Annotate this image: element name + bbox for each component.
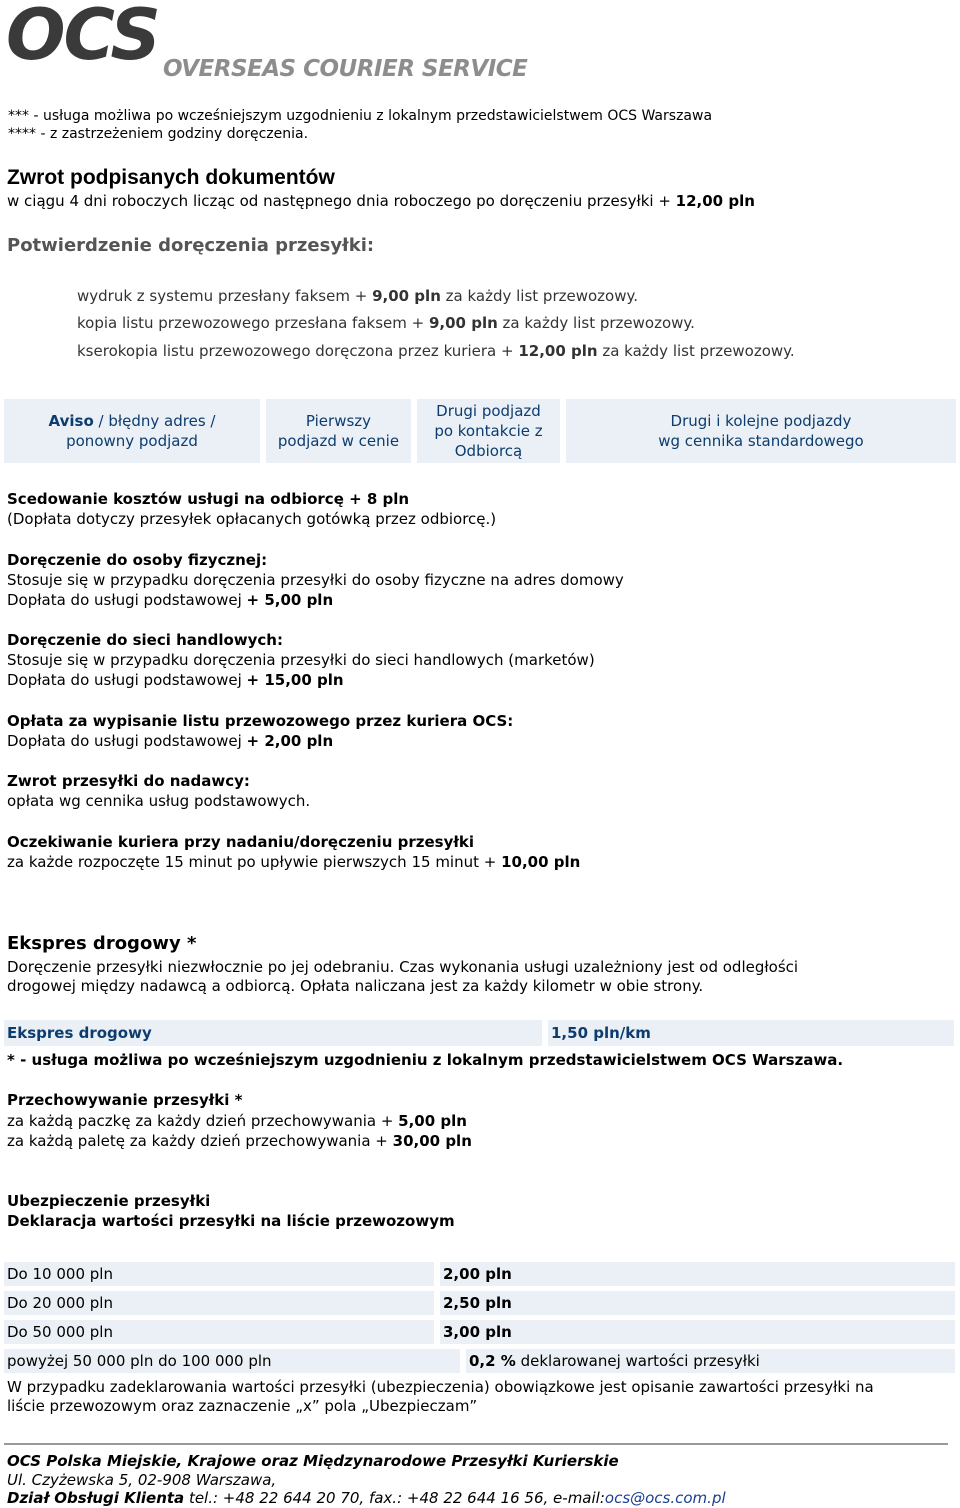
footer-phone-fax: tel.: +48 22 644 20 70, fax.: +48 22 644 16 56, e-mail: [184,1489,605,1507]
waybill-fee-value: + 2,00 pln [246,732,334,750]
person-text: Stosuje się w przypadku doręczenia przesyłki do osoby fizyczne na adres domowy [7,571,624,589]
storage-line-pallet [7,1131,472,1151]
storage-title: Przechowywanie przesyłki * [7,1091,243,1109]
person-fee-label: Dopłata do usługi podstawowej [7,591,247,609]
return-docs-text [7,191,755,211]
storage-pallet-text: za każdą paletę za każdy dzień przechowywania + [7,1132,393,1150]
footer-dept: Dział Obsługi Klienta [7,1489,185,1507]
insurance-title: Ubezpieczenie przesyłki [7,1192,211,1210]
first-visit-line1: Pierwszy [305,412,372,430]
express-row-price: 1,50 pln/km [551,1024,651,1042]
footer-address: Ul. Czyżewska 5, 02-908 Warszawa, [7,1471,277,1489]
return-title: Zwrot przesyłki do nadawcy: [7,772,250,790]
confirmation-item [77,313,695,333]
footer-company: OCS Polska Miejskie, Krajowe oraz Międzynarodowe Przesyłki Kurierskie [7,1452,619,1470]
aviso-cell [4,399,260,463]
confirmation-item-price: 9,00 pln [428,314,498,332]
confirmation-item-price: 12,00 pln [518,342,598,360]
cession-title: Scedowanie kosztów usługi na odbiorcę + 8 pln [7,490,410,508]
second-visit-line1: Drugi podjazd [436,402,541,420]
insurance-note-1: W przypadku zadeklarowania wartości przesyłki (ubezpieczenia) obowiązkowe jest opisanie zawartości przesyłki na [7,1378,874,1396]
express-text-1: Doręczenie przesyłki niezwłocznie po jej odebraniu. Czas wykonania usługi uzależniony jest od odległości [7,958,799,976]
insurance-row-label: powyżej 50 000 pln do 100 000 pln [7,1352,272,1370]
confirmation-item [77,286,638,306]
express-text-2: drogowej między nadawcą a odbiorcą. Opłata naliczana jest za każdy kilometr w obie strony. [7,977,704,995]
person-fee-value: + 5,00 pln [246,591,334,609]
next-visits-cell [566,399,956,463]
insurance-row-bg [440,1262,955,1286]
insurance-percent-value: 0,2 % [469,1352,516,1370]
insurance-row-percent [469,1351,760,1371]
retail-fee [7,670,344,690]
express-title: Ekspres drogowy * [7,933,197,954]
insurance-percent-text: deklarowanej wartości przesyłki [515,1352,760,1370]
wait-fee: 10,00 pln [501,853,581,871]
storage-pallet-price: 30,00 pln [392,1132,472,1150]
note-triple-star: *** - usługa możliwa po wcześniejszym uzgodnieniu z lokalnym przedstawicielstwem OCS Warszawa [8,108,713,124]
confirmation-item-text: wydruk z systemu przesłany faksem + [77,287,373,305]
next-visits-line1: Drugi i kolejne podjazdy [670,412,852,430]
insurance-row-price: 2,50 pln [443,1294,512,1312]
footer-contact [7,1488,726,1508]
insurance-note-2: liście przewozowym oraz zaznaczenie „x” pola „Ubezpieczam” [7,1397,478,1415]
declaration-title: Deklaracja wartości przesyłki na liście przewozowym [7,1212,455,1230]
ocs-logo: OCS [6,0,159,76]
storage-parcel-price: 5,00 pln [398,1112,467,1130]
confirmation-item-suffix: za każdy list przewozowy. [497,314,695,332]
aviso-label: Aviso [48,412,94,430]
confirmation-item-text: kserokopia listu przewozowego doręczona przez kuriera + [77,342,519,360]
insurance-row-label: Do 50 000 pln [7,1323,113,1341]
express-row-label: Ekspres drogowy [7,1024,152,1042]
aviso-wrong-address: / błędny adres / [93,412,216,430]
logo-subtitle: OVERSEAS COURIER SERVICE [163,56,528,82]
return-docs-desc: w ciągu 4 dni roboczych licząc od następnego dnia roboczego po doręczeniu przesyłki + [7,192,676,210]
express-note: * - usługa możliwa po wcześniejszym uzgodnieniu z lokalnym przedstawicielstwem OCS Warszawa. [7,1051,844,1069]
note-quad-star: **** - z zastrzeżeniem godziny doręczenia. [8,126,309,142]
wait-desc: za każde rozpoczęte 15 minut po upływie pierwszych 15 minut + [7,853,502,871]
return-docs-price: 12,00 pln [675,192,755,210]
confirmation-title: Potwierdzenie doręczenia przesyłki: [7,235,375,256]
wait-text [7,852,580,872]
second-visit-cell [417,399,560,463]
return-text: opłata wg cennika usług podstawowych. [7,792,311,810]
confirmation-item-text: kopia listu przewozowego przesłana faksem + [77,314,429,332]
person-title: Doręczenie do osoby fizycznej: [7,551,268,569]
confirmation-item [77,341,795,361]
confirmation-item-price: 9,00 pln [372,287,441,305]
insurance-row-label: Do 10 000 pln [7,1265,113,1283]
waybill-fee-label: Dopłata do usługi podstawowej [7,732,247,750]
insurance-row-price: 2,00 pln [443,1265,512,1283]
retail-text: Stosuje się w przypadku doręczenia przesyłki do sieci handlowych (marketów) [7,651,595,669]
confirmation-item-suffix: za każdy list przewozowy. [440,287,638,305]
insurance-row-bg [440,1291,955,1315]
second-visit-line3: Odbiorcą [454,442,523,460]
footer-email-link[interactable]: ocs@ocs.com.pl [604,1489,726,1507]
waybill-fee [7,731,333,751]
return-docs-title: Zwrot podpisanych dokumentów [7,166,335,189]
footer-divider [4,1443,948,1445]
first-visit-cell [266,399,411,463]
insurance-row-label: Do 20 000 pln [7,1294,113,1312]
confirmation-item-suffix: za każdy list przewozowy. [597,342,795,360]
second-visit-line2: po kontakcie z [434,422,543,440]
insurance-row-bg [440,1320,955,1344]
insurance-row-price: 3,00 pln [443,1323,512,1341]
aviso-redelivery: ponowny podjazd [66,432,198,450]
person-fee [7,590,333,610]
next-visits-line2: wg cennika standardowego [658,432,864,450]
storage-line-parcel [7,1111,467,1131]
retail-fee-value: + 15,00 pln [246,671,344,689]
cession-text: (Dopłata dotyczy przesyłek opłacanych gotówką przez odbiorcę.) [7,510,497,528]
retail-fee-label: Dopłata do usługi podstawowej [7,671,247,689]
waybill-title: Opłata za wypisanie listu przewozowego przez kuriera OCS: [7,712,514,730]
first-visit-line2: podjazd w cenie [277,432,400,450]
retail-title: Doręczenie do sieci handlowych: [7,631,283,649]
storage-parcel-text: za każdą paczkę za każdy dzień przechowywania + [7,1112,399,1130]
wait-title: Oczekiwanie kuriera przy nadaniu/doręczeniu przesyłki [7,833,475,851]
